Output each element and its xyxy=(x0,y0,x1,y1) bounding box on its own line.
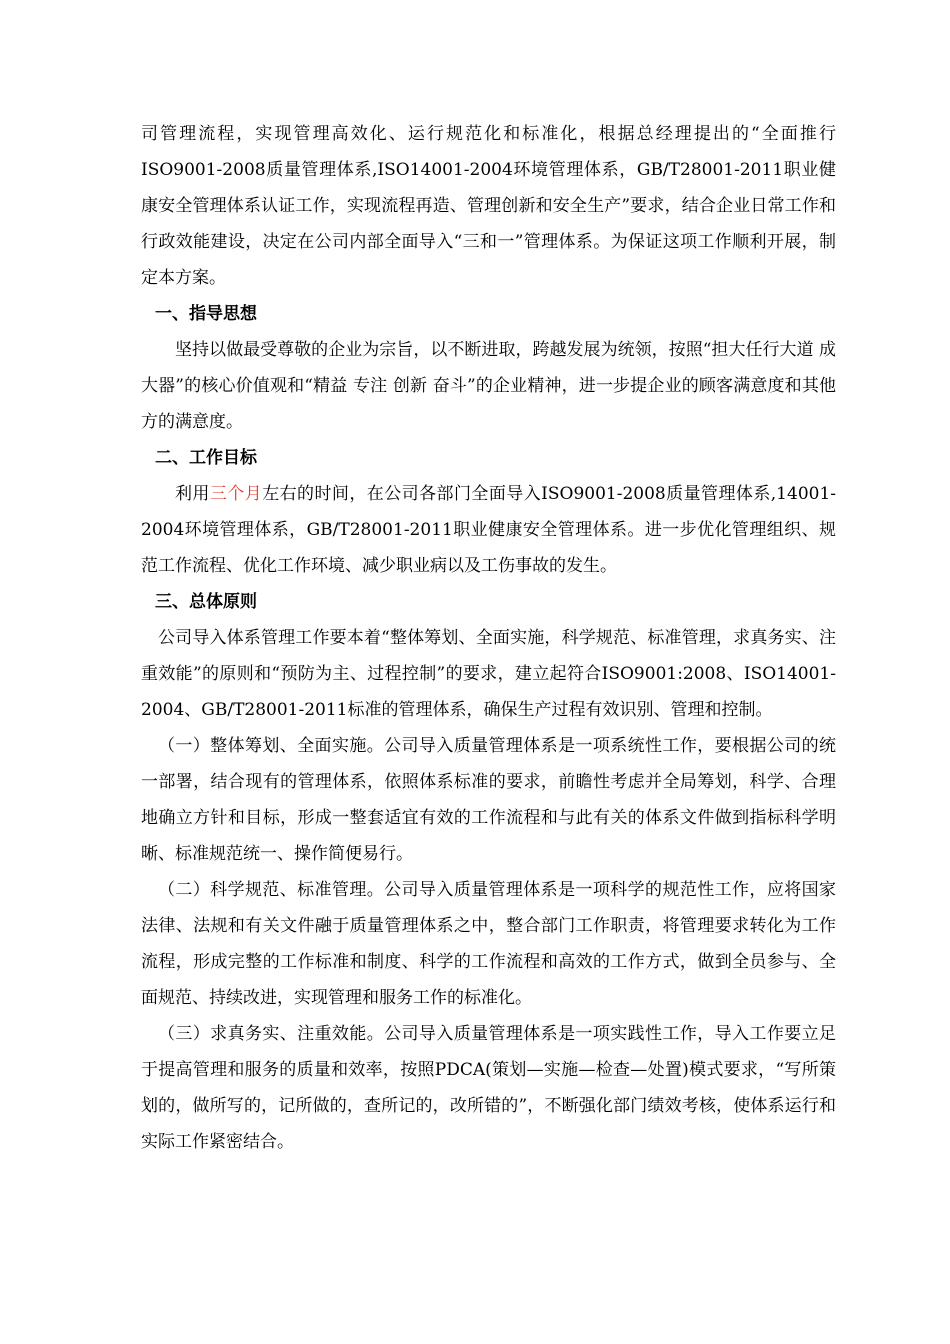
principle-item-2: （二）科学规范、标准管理。公司导入质量管理体系是一项科学的规范性工作，应将国家法律、法规和有关文件融于质量管理体系之中，整合部门工作职责，将管理要求转化为工作流程，形成完整的工作标准和制度、科学的工作流程和高效的工作方式，做到全员参与、全面规范、持续改进，实现管理和服务工作的标准化。 xyxy=(141,880,836,1008)
principle-item-3: （三）求真务实、注重效能。公司导入质量管理体系是一项实践性工作，导入工作要立足于提高管理和服务的质量和效率，按照PDCA(策划—实施—检查—处置)模式要求，“写所策划的，做所写的，记所做的，查所记的，改所错的”，不断强化部门绩效考核，使体系运行和实际工作紧密结合。 xyxy=(141,1024,836,1152)
general-principles-paragraph: 公司导入体系管理工作要本着“整体筹划、全面实施，科学规范、标准管理，求真务实、注重效能”的原则和“预防为主、过程控制”的要求，建立起符合ISO9001:2008、ISO14001-2004、GB/T28001-2011标准的管理体系，确保生产过程有效识别、管理和控制。 xyxy=(141,628,836,720)
section-heading-general-principles: 三、总体原则 xyxy=(155,592,257,612)
section-heading-work-goals: 二、工作目标 xyxy=(155,448,257,468)
guiding-ideology-paragraph: 坚持以做最受尊敬的企业为宗旨，以不断进取，跨越发展为统领，按照“担大任行大道 成大器”的核心价值观和“精益 专注 创新 奋斗”的企业精神，进一步提企业的顾客满意度和其他方的满意度。 xyxy=(141,340,836,432)
work-goals-highlight: 三个月 xyxy=(209,484,263,504)
section-heading-guiding-ideology: 一、指导思想 xyxy=(155,304,257,324)
document-body xyxy=(141,116,836,1160)
intro-paragraph: 司管理流程，实现管理高效化、运行规范化和标准化，根据总经理提出的“全面推行ISO9001-2008质量管理体系,ISO14001-2004环境管理体系，GB/T28001-2011职业健康安全管理体系认证工作，实现流程再造、管理创新和安全生产”要求，结合企业日常工作和行政效能建设，决定在公司内部全面导入“三和一”管理体系。为保证这项工作顺利开展，制定本方案。 xyxy=(141,124,836,288)
work-goals-text-pre: 利用 xyxy=(175,484,210,504)
work-goals-text-post: 左右的时间，在公司各部门全面导入ISO9001-2008质量管理体系,14001-2004环境管理体系，GB/T28001-2011职业健康安全管理体系。进一步优化管理组织、规范工作流程、优化工作环境、减少职业病以及工伤事故的发生。 xyxy=(141,484,837,576)
principle-item-1: （一）整体筹划、全面实施。公司导入质量管理体系是一项系统性工作，要根据公司的统一部署，结合现有的管理体系，依照体系标准的要求，前瞻性考虑并全局筹划，科学、合理地确立方针和目标，形成一整套适宜有效的工作流程和与此有关的体系文件做到指标科学明晰、标准规范统一、操作简便易行。 xyxy=(141,736,836,864)
work-goals-paragraph xyxy=(141,476,836,584)
